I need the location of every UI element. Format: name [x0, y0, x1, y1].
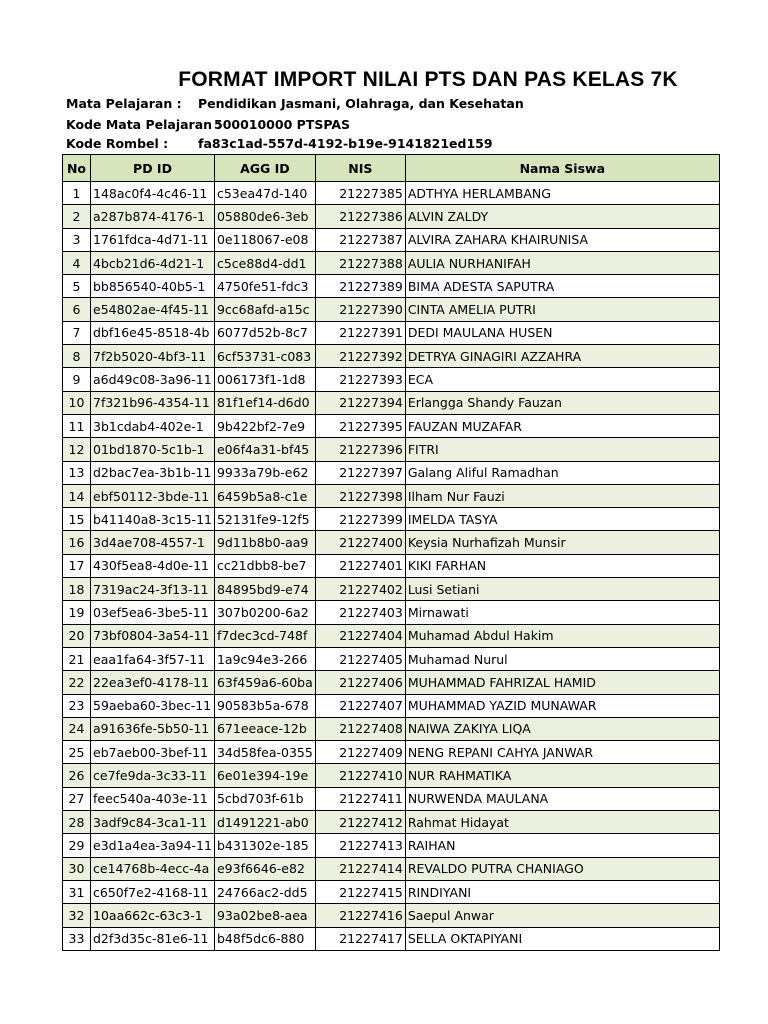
cell-nama-siswa[interactable]: Muhamad Nurul	[405, 647, 719, 670]
cell-pd-id[interactable]: 22ea3ef0-4178-11	[91, 671, 215, 694]
cell-nis[interactable]: 21227396	[315, 438, 405, 461]
cell-agg-id[interactable]: c5ce88d4-dd1	[214, 251, 315, 274]
cell-pd-id[interactable]: 10aa662c-63c3-1	[91, 904, 215, 927]
kode-value: 500010000 PTSPAS	[214, 117, 351, 132]
cell-agg-id[interactable]: 6459b5a8-c1e	[214, 484, 315, 507]
cell-nama-siswa[interactable]: AULIA NURHANIFAH	[405, 251, 719, 274]
table-row	[63, 438, 720, 461]
cell-pd-id[interactable]: bb856540-40b5-1	[91, 275, 215, 298]
cell-agg-id[interactable]: 6e01e394-19e	[214, 764, 315, 787]
table-row	[63, 857, 720, 880]
cell-nama-siswa[interactable]: RAIHAN	[405, 834, 719, 857]
cell-agg-id[interactable]: d1491221-ab0	[214, 811, 315, 834]
cell-nis[interactable]: 21227397	[315, 461, 405, 484]
cell-pd-id[interactable]: d2f3d35c-81e6-11	[91, 927, 215, 950]
cell-pd-id[interactable]: e54802ae-4f45-11	[91, 298, 215, 321]
cell-nama-siswa[interactable]: Mirnawati	[405, 601, 719, 624]
cell-agg-id[interactable]: 4750fe51-fdc3	[214, 275, 315, 298]
cell-no[interactable]: 13	[63, 461, 91, 484]
cell-pd-id[interactable]: ce14768b-4ecc-4a	[91, 857, 215, 880]
cell-agg-id[interactable]: 93a02be8-aea	[214, 904, 315, 927]
cell-no[interactable]: 9	[63, 368, 91, 391]
cell-nama-siswa[interactable]: Saepul Anwar	[405, 904, 719, 927]
table-row	[63, 671, 720, 694]
col-header-pd-id[interactable]: PD ID	[91, 155, 215, 182]
table-row	[63, 275, 720, 298]
cell-pd-id[interactable]: 01bd1870-5c1b-1	[91, 438, 215, 461]
cell-nama-siswa[interactable]: NURWENDA MAULANA	[405, 787, 719, 810]
cell-agg-id[interactable]: 0e118067-e08	[214, 228, 315, 251]
cell-pd-id[interactable]: a91636fe-5b50-11	[91, 717, 215, 740]
cell-agg-id[interactable]: 1a9c94e3-266	[214, 647, 315, 670]
cell-pd-id[interactable]: 59aeba60-3bec-11	[91, 694, 215, 717]
cell-no[interactable]: 3	[63, 228, 91, 251]
cell-pd-id[interactable]: eaa1fa64-3f57-11	[91, 647, 215, 670]
cell-no[interactable]: 20	[63, 624, 91, 647]
cell-nis[interactable]: 21227401	[315, 554, 405, 577]
cell-nis[interactable]: 21227402	[315, 578, 405, 601]
cell-nis[interactable]: 21227415	[315, 880, 405, 903]
cell-nis[interactable]: 21227411	[315, 787, 405, 810]
cell-agg-id[interactable]: 84895bd9-e74	[214, 578, 315, 601]
table-body	[63, 182, 720, 951]
cell-nis[interactable]: 21227393	[315, 368, 405, 391]
cell-pd-id[interactable]: b41140a8-3c15-11	[91, 508, 215, 531]
table-row	[63, 182, 720, 205]
table-row	[63, 368, 720, 391]
cell-pd-id[interactable]: 4bcb21d6-4d21-1	[91, 251, 215, 274]
table-row	[63, 345, 720, 368]
rombel-value: fa83c1ad-557d-4192-b19e-9141821ed159	[198, 136, 493, 151]
col-header-nama-siswa[interactable]: Nama Siswa	[405, 155, 719, 182]
table-row	[63, 321, 720, 344]
cell-nis[interactable]: 21227414	[315, 857, 405, 880]
cell-agg-id[interactable]: f7dec3cd-748f	[214, 624, 315, 647]
cell-no[interactable]: 17	[63, 554, 91, 577]
table-row	[63, 717, 720, 740]
cell-nis[interactable]: 21227400	[315, 531, 405, 554]
cell-agg-id[interactable]: 5cbd703f-61b	[214, 787, 315, 810]
cell-nama-siswa[interactable]: Ilham Nur Fauzi	[405, 484, 719, 507]
cell-nis[interactable]: 21227412	[315, 811, 405, 834]
table-row	[63, 414, 720, 437]
cell-no[interactable]: 21	[63, 647, 91, 670]
table-row	[63, 694, 720, 717]
cell-no[interactable]: 33	[63, 927, 91, 950]
table-row	[63, 484, 720, 507]
cell-nis[interactable]: 21227385	[315, 182, 405, 205]
cell-nis[interactable]: 21227413	[315, 834, 405, 857]
cell-no[interactable]: 16	[63, 531, 91, 554]
cell-nis[interactable]: 21227405	[315, 647, 405, 670]
col-header-no[interactable]: No	[63, 155, 91, 182]
cell-no[interactable]: 4	[63, 251, 91, 274]
cell-agg-id[interactable]: 9d11b8b0-aa9	[214, 531, 315, 554]
table-row	[63, 811, 720, 834]
cell-nama-siswa[interactable]: MUHAMMAD YAZID MUNAWAR	[405, 694, 719, 717]
cell-nama-siswa[interactable]: NUR RAHMATIKA	[405, 764, 719, 787]
cell-no[interactable]: 12	[63, 438, 91, 461]
cell-nis[interactable]: 21227409	[315, 741, 405, 764]
cell-no[interactable]: 15	[63, 508, 91, 531]
cell-nis[interactable]: 21227392	[315, 345, 405, 368]
table-row	[63, 461, 720, 484]
cell-nama-siswa[interactable]: Erlangga Shandy Fauzan	[405, 391, 719, 414]
cell-agg-id[interactable]: 9b422bf2-7e9	[214, 414, 315, 437]
cell-agg-id[interactable]: 6077d52b-8c7	[214, 321, 315, 344]
cell-nis[interactable]: 21227389	[315, 275, 405, 298]
cell-no[interactable]: 23	[63, 694, 91, 717]
cell-agg-id[interactable]: 307b0200-6a2	[214, 601, 315, 624]
cell-nama-siswa[interactable]: ALVIN ZALDY	[405, 205, 719, 228]
table-row	[63, 904, 720, 927]
table-row	[63, 834, 720, 857]
cell-nama-siswa[interactable]: ECA	[405, 368, 719, 391]
cell-nama-siswa[interactable]: Lusi Setiani	[405, 578, 719, 601]
table-row	[63, 764, 720, 787]
table-row	[63, 391, 720, 414]
table-row	[63, 205, 720, 228]
table-row	[63, 927, 720, 950]
cell-nis[interactable]: 21227399	[315, 508, 405, 531]
cell-agg-id[interactable]: e93f6646-e82	[214, 857, 315, 880]
cell-nama-siswa[interactable]: IMELDA TASYA	[405, 508, 719, 531]
cell-pd-id[interactable]: 430f5ea8-4d0e-11	[91, 554, 215, 577]
cell-pd-id[interactable]: a287b874-4176-1	[91, 205, 215, 228]
table-row	[63, 624, 720, 647]
cell-agg-id[interactable]: b48f5dc6-880	[214, 927, 315, 950]
kode-label: Kode Mata Pelajaran :	[66, 117, 222, 132]
cell-nama-siswa[interactable]: BIMA ADESTA SAPUTRA	[405, 275, 719, 298]
col-header-nis[interactable]: NIS	[315, 155, 405, 182]
cell-pd-id[interactable]: c650f7e2-4168-11	[91, 880, 215, 903]
cell-agg-id[interactable]: 05880de6-3eb	[214, 205, 315, 228]
table-header-row	[63, 155, 720, 182]
table-row	[63, 508, 720, 531]
cell-no[interactable]: 7	[63, 321, 91, 344]
table-row	[63, 741, 720, 764]
cell-no[interactable]: 1	[63, 182, 91, 205]
cell-pd-id[interactable]: 7f321b96-4354-11	[91, 391, 215, 414]
cell-no[interactable]: 8	[63, 345, 91, 368]
cell-nis[interactable]: 21227391	[315, 321, 405, 344]
cell-no[interactable]: 28	[63, 811, 91, 834]
rombel-label: Kode Rombel :	[66, 136, 169, 151]
table-row	[63, 531, 720, 554]
cell-nama-siswa[interactable]: Keysia Nurhafizah Munsir	[405, 531, 719, 554]
cell-pd-id[interactable]: d2bac7ea-3b1b-11	[91, 461, 215, 484]
table-row	[63, 647, 720, 670]
cell-pd-id[interactable]: feec540a-403e-11	[91, 787, 215, 810]
cell-nama-siswa[interactable]: CINTA AMELIA PUTRI	[405, 298, 719, 321]
cell-pd-id[interactable]: 03ef5ea6-3be5-11	[91, 601, 215, 624]
cell-agg-id[interactable]: 9933a79b-e62	[214, 461, 315, 484]
cell-pd-id[interactable]: 3b1cdab4-402e-1	[91, 414, 215, 437]
cell-agg-id[interactable]: 671eeace-12b	[214, 717, 315, 740]
page-title: FORMAT IMPORT NILAI PTS DAN PAS KELAS 7K	[178, 68, 678, 91]
cell-nis[interactable]: 21227390	[315, 298, 405, 321]
cell-nama-siswa[interactable]: NENG REPANI CAHYA JANWAR	[405, 741, 719, 764]
cell-nis[interactable]: 21227403	[315, 601, 405, 624]
cell-nama-siswa[interactable]: DEDI MAULANA HUSEN	[405, 321, 719, 344]
cell-nama-siswa[interactable]: Galang Aliful Ramadhan	[405, 461, 719, 484]
cell-no[interactable]: 26	[63, 764, 91, 787]
cell-agg-id[interactable]: 81f1ef14-d6d0	[214, 391, 315, 414]
cell-agg-id[interactable]: 63f459a6-60ba	[214, 671, 315, 694]
cell-nis[interactable]: 21227394	[315, 391, 405, 414]
cell-pd-id[interactable]: eb7aeb00-3bef-11	[91, 741, 215, 764]
cell-nis[interactable]: 21227406	[315, 671, 405, 694]
cell-no[interactable]: 14	[63, 484, 91, 507]
cell-nama-siswa[interactable]: ALVIRA ZAHARA KHAIRUNISA	[405, 228, 719, 251]
cell-nama-siswa[interactable]: MUHAMMAD FAHRIZAL HAMID	[405, 671, 719, 694]
cell-agg-id[interactable]: 6cf53731-c083	[214, 345, 315, 368]
cell-agg-id[interactable]: b431302e-185	[214, 834, 315, 857]
cell-no[interactable]: 2	[63, 205, 91, 228]
cell-no[interactable]: 19	[63, 601, 91, 624]
cell-nis[interactable]: 21227408	[315, 717, 405, 740]
cell-no[interactable]: 31	[63, 880, 91, 903]
cell-agg-id[interactable]: cc21dbb8-be7	[214, 554, 315, 577]
cell-nis[interactable]: 21227386	[315, 205, 405, 228]
cell-nis[interactable]: 21227395	[315, 414, 405, 437]
cell-no[interactable]: 32	[63, 904, 91, 927]
cell-agg-id[interactable]: 24766ac2-dd5	[214, 880, 315, 903]
cell-no[interactable]: 30	[63, 857, 91, 880]
cell-pd-id[interactable]: 148ac0f4-4c46-11	[91, 182, 215, 205]
cell-nama-siswa[interactable]: DETRYA GINAGIRI AZZAHRA	[405, 345, 719, 368]
table-row	[63, 554, 720, 577]
cell-nis[interactable]: 21227417	[315, 927, 405, 950]
cell-no[interactable]: 18	[63, 578, 91, 601]
cell-pd-id[interactable]: dbf16e45-8518-4b	[91, 321, 215, 344]
mapel-label: Mata Pelajaran :	[66, 96, 182, 111]
cell-pd-id[interactable]: ebf50112-3bde-11	[91, 484, 215, 507]
cell-no[interactable]: 22	[63, 671, 91, 694]
cell-nis[interactable]: 21227398	[315, 484, 405, 507]
cell-no[interactable]: 10	[63, 391, 91, 414]
cell-nama-siswa[interactable]: NAIWA ZAKIYA LIQA	[405, 717, 719, 740]
cell-nama-siswa[interactable]: FITRI	[405, 438, 719, 461]
cell-nama-siswa[interactable]: SELLA OKTAPIYANI	[405, 927, 719, 950]
cell-pd-id[interactable]: 73bf0804-3a54-11	[91, 624, 215, 647]
cell-no[interactable]: 5	[63, 275, 91, 298]
cell-nis[interactable]: 21227387	[315, 228, 405, 251]
cell-nis[interactable]: 21227410	[315, 764, 405, 787]
cell-no[interactable]: 6	[63, 298, 91, 321]
cell-pd-id[interactable]: ce7fe9da-3c33-11	[91, 764, 215, 787]
cell-agg-id[interactable]: 52131fe9-12f5	[214, 508, 315, 531]
student-table	[62, 154, 720, 951]
cell-nis[interactable]: 21227407	[315, 694, 405, 717]
cell-agg-id[interactable]: 006173f1-1d8	[214, 368, 315, 391]
cell-pd-id[interactable]: 3d4ae708-4557-1	[91, 531, 215, 554]
cell-no[interactable]: 27	[63, 787, 91, 810]
cell-pd-id[interactable]: 1761fdca-4d71-11	[91, 228, 215, 251]
cell-nama-siswa[interactable]: REVALDO PUTRA CHANIAGO	[405, 857, 719, 880]
meta-block	[66, 96, 766, 156]
cell-pd-id[interactable]: 3adf9c84-3ca1-11	[91, 811, 215, 834]
cell-nis[interactable]: 21227404	[315, 624, 405, 647]
cell-agg-id[interactable]: c53ea47d-140	[214, 182, 315, 205]
cell-agg-id[interactable]: 34d58fea-0355	[214, 741, 315, 764]
table-row	[63, 578, 720, 601]
table-row	[63, 298, 720, 321]
cell-nis[interactable]: 21227416	[315, 904, 405, 927]
cell-nama-siswa[interactable]: FAUZAN MUZAFAR	[405, 414, 719, 437]
cell-agg-id[interactable]: 90583b5a-678	[214, 694, 315, 717]
cell-no[interactable]: 25	[63, 741, 91, 764]
cell-nama-siswa[interactable]: ADTHYA HERLAMBANG	[405, 182, 719, 205]
cell-nama-siswa[interactable]: RINDIYANI	[405, 880, 719, 903]
cell-nama-siswa[interactable]: Rahmat Hidayat	[405, 811, 719, 834]
col-header-agg-id[interactable]: AGG ID	[214, 155, 315, 182]
cell-pd-id[interactable]: a6d49c08-3a96-11	[91, 368, 215, 391]
mapel-value: Pendidikan Jasmani, Olahraga, dan Kesehatan	[198, 96, 524, 111]
cell-pd-id[interactable]: 7f2b5020-4bf3-11	[91, 345, 215, 368]
cell-nama-siswa[interactable]: Muhamad Abdul Hakim	[405, 624, 719, 647]
table-row	[63, 228, 720, 251]
table-row	[63, 251, 720, 274]
cell-nis[interactable]: 21227388	[315, 251, 405, 274]
cell-pd-id[interactable]: 7319ac24-3f13-11	[91, 578, 215, 601]
table-row	[63, 787, 720, 810]
table-row	[63, 880, 720, 903]
cell-agg-id[interactable]: e06f4a31-bf45	[214, 438, 315, 461]
cell-agg-id[interactable]: 9cc68afd-a15c	[214, 298, 315, 321]
cell-no[interactable]: 11	[63, 414, 91, 437]
cell-pd-id[interactable]: e3d1a4ea-3a94-11	[91, 834, 215, 857]
cell-no[interactable]: 24	[63, 717, 91, 740]
table-row	[63, 601, 720, 624]
cell-nama-siswa[interactable]: KIKI FARHAN	[405, 554, 719, 577]
cell-no[interactable]: 29	[63, 834, 91, 857]
